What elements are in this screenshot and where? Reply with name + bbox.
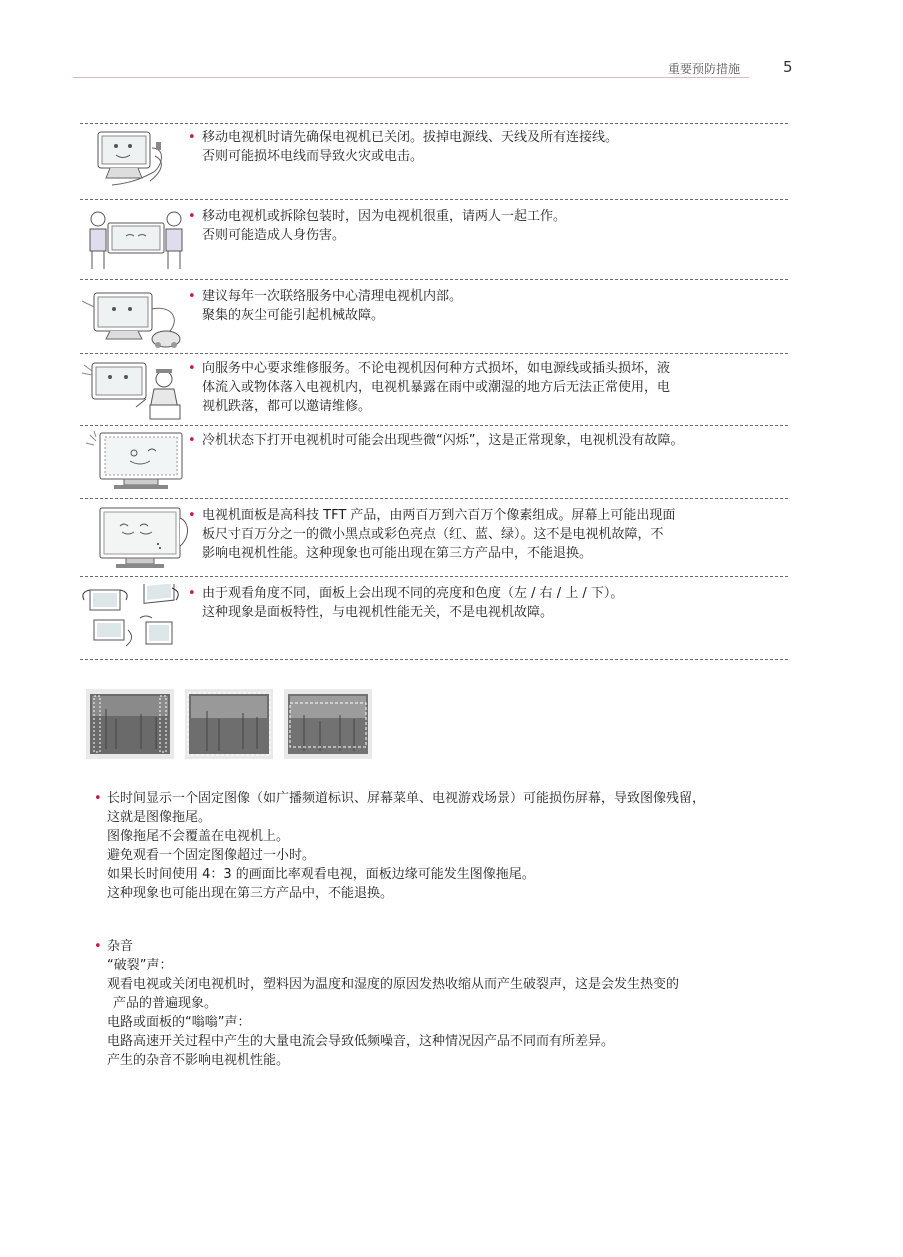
- page-number: 5: [783, 58, 793, 76]
- item-text: 移动电视机时请先确保电视机已关闭。拔掉电源线、天线及所有连接线。: [202, 130, 619, 145]
- divider: [80, 498, 788, 499]
- two-people-carry-tv-icon: [80, 207, 192, 273]
- bullet-icon: •: [188, 289, 196, 304]
- header-divider: [73, 77, 749, 78]
- paragraph-text: 产品的普遍现象。: [113, 996, 218, 1011]
- precaution-item: [80, 128, 788, 194]
- bullet-icon: •: [94, 939, 102, 954]
- bullet-icon: •: [188, 130, 196, 145]
- bullet-icon: •: [188, 361, 196, 376]
- divider: [80, 576, 788, 577]
- retention-thumbnail-icon: [86, 689, 174, 759]
- item-text: 板尺寸百万分之一的微小黑点或彩色亮点（红、蓝、绿）。这不是电视机故障，不: [202, 527, 664, 542]
- precaution-item: [80, 359, 788, 425]
- item-text: 这种现象是面板特性，与电视机性能无关，不是电视机故障。: [202, 605, 554, 620]
- paragraph-text: 电路或面板的“嗡嗡”声：: [107, 1015, 251, 1030]
- item-text: 向服务中心要求维修服务。不论电视机因何种方式损坏，如电源线或插头损坏，液: [202, 361, 671, 376]
- precaution-item: [80, 506, 788, 574]
- paragraph-text: 产生的杂音不影响电视机性能。: [107, 1053, 290, 1068]
- paragraph-text: “破裂”声：: [107, 958, 173, 973]
- item-text: 由于观看角度不同，面板上会出现不同的亮度和色度（左 / 右 / 上 / 下）。: [202, 586, 624, 601]
- bullet-icon: •: [188, 209, 196, 224]
- bullet-icon: •: [188, 433, 196, 448]
- precaution-item: [80, 207, 788, 273]
- paragraph-text: 如果长时间使用 4：3 的画面比率观看电视，面板边缘可能发生图像拖尾。: [107, 867, 535, 882]
- retention-thumbnail-icon: [185, 689, 273, 759]
- tv-viewing-angle-icon: [80, 584, 192, 650]
- bullet-icon: •: [188, 586, 196, 601]
- item-text: 否则可能造成人身伤害。: [202, 228, 346, 243]
- paragraph-heading: 杂音: [107, 939, 134, 954]
- item-text: 体流入或物体落入电视机内，电视机暴露在雨中或潮湿的地方后无法正常使用，电: [202, 380, 671, 395]
- tv-flicker-icon: [80, 431, 192, 497]
- divider: [80, 659, 788, 660]
- item-text: 否则可能损坏电线而导致火灾或电击。: [202, 149, 424, 164]
- item-text: 影响电视机性能。这种现象也可能出现在第三方产品中，不能退换。: [202, 546, 593, 561]
- paragraph-text: 这就是图像拖尾。: [107, 810, 212, 825]
- image-retention-section: [94, 789, 705, 903]
- paragraph-text: 观看电视或关闭电视机时，塑料因为温度和湿度的原因发热收缩从而产生破裂声，这是会发生热变的: [107, 977, 680, 992]
- paragraph-text: 避免观看一个固定图像超过一小时。: [107, 848, 316, 863]
- divider: [80, 425, 788, 426]
- paragraph-text: 长时间显示一个固定图像（如广播频道标识、屏幕菜单、电视游戏场景）可能损伤屏幕，导致图像残留，: [107, 791, 706, 806]
- precaution-item: [80, 287, 788, 349]
- divider: [80, 199, 788, 200]
- item-text: 建议每年一次联络服务中心清理电视机内部。: [202, 289, 463, 304]
- tv-unplug-cables-icon: [80, 128, 192, 194]
- paragraph-text: 这种现象也可能出现在第三方产品中，不能退换。: [107, 886, 394, 901]
- retention-thumbnail-icon: [284, 689, 372, 759]
- item-text: 视机跌落，都可以邀请维修。: [202, 399, 372, 414]
- bullet-icon: •: [188, 508, 196, 523]
- tv-repair-technician-icon: [80, 359, 192, 425]
- paragraph-text: 图像拖尾不会覆盖在电视机上。: [107, 829, 290, 844]
- divider: [80, 279, 788, 280]
- precaution-item: [80, 431, 788, 493]
- tv-vacuum-cleaning-icon: [80, 287, 192, 353]
- paragraph-text: 电路高速开关过程中产生的大量电流会导致低频噪音，这种情况因产品不同而有所差异。: [107, 1034, 615, 1049]
- noise-section: [94, 937, 679, 1070]
- item-text: 冷机状态下打开电视机时可能会出现些微“闪烁”，这是正常现象，电视机没有故障。: [202, 433, 684, 448]
- tv-pixel-dots-icon: [80, 506, 192, 572]
- divider: [80, 353, 788, 354]
- item-text: 移动电视机或拆除包装时，因为电视机很重，请两人一起工作。: [202, 209, 567, 224]
- bullet-icon: •: [94, 791, 102, 806]
- item-text: 聚集的灰尘可能引起机械故障。: [202, 308, 385, 323]
- divider: [80, 123, 788, 124]
- item-text: 电视机面板是高科技 TFT 产品，由两百万到六百万个像素组成。屏幕上可能出现面: [202, 508, 676, 523]
- precaution-item: [80, 584, 788, 654]
- header-title: 重要预防措施: [668, 62, 741, 76]
